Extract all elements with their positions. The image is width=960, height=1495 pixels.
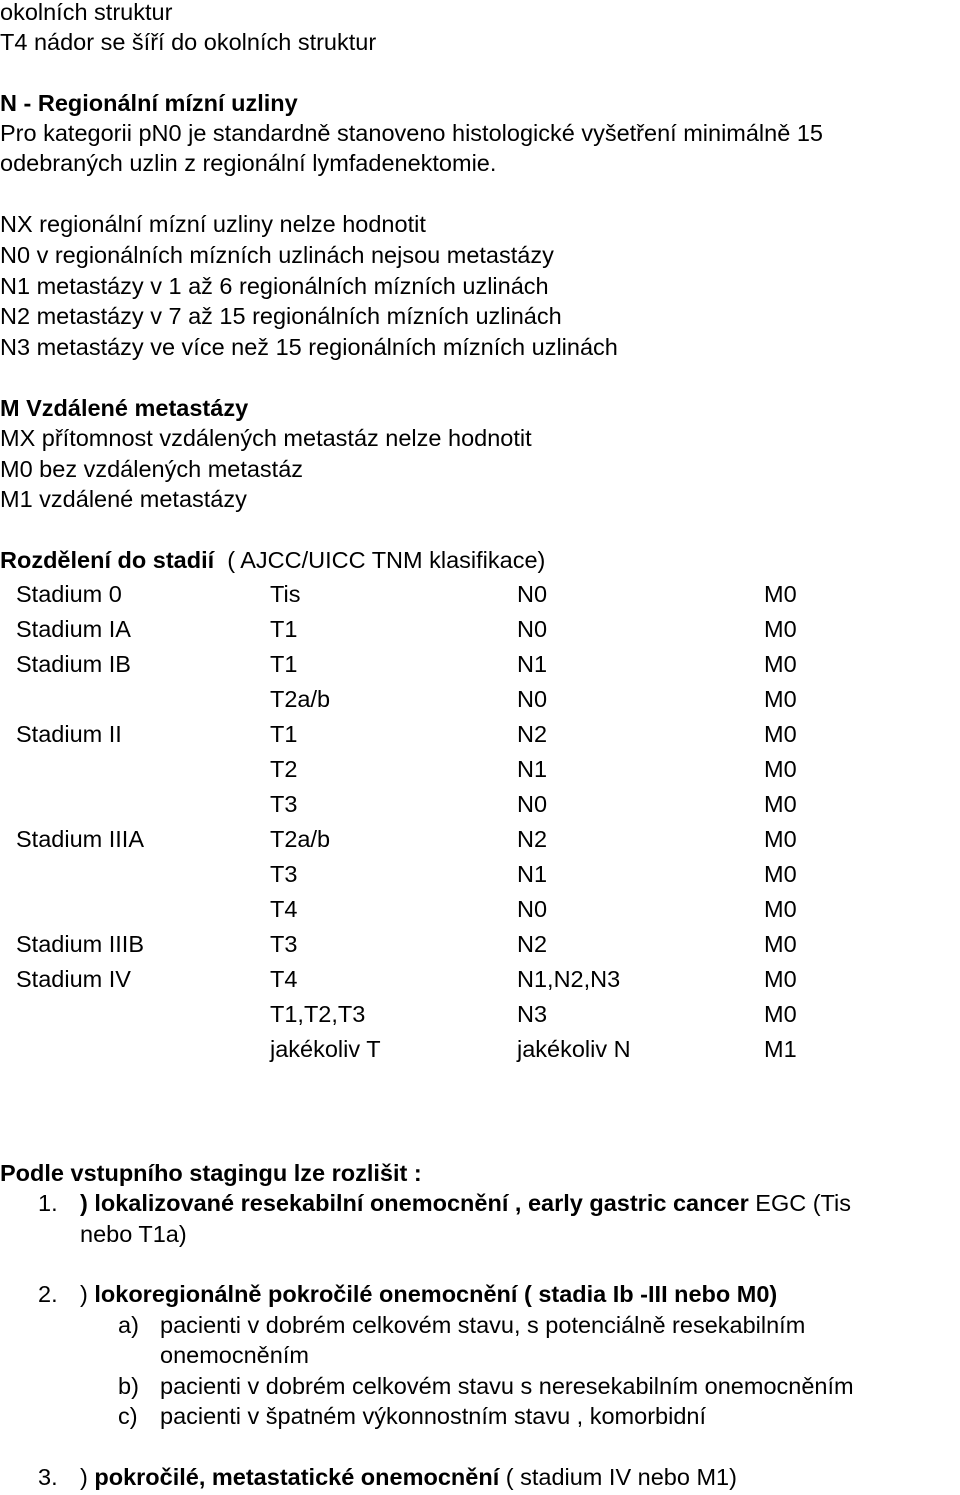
m-cell: M0	[764, 616, 797, 642]
t-cell: T4	[270, 896, 298, 922]
m-item: M0 bez vzdálených metastáz	[0, 456, 304, 482]
staging-item-2	[80, 1279, 777, 1309]
sub-item-text: pacienti v dobrém celkovém stavu s neresekabilním onemocněním	[160, 1373, 854, 1399]
n-item: N1 metastázy v 1 až 6 regionálních mízních uzlinách	[0, 273, 549, 299]
staging-item-3-number: 3.	[38, 1464, 58, 1490]
m-item: M1 vzdálené metastázy	[0, 486, 247, 512]
m-cell: M0	[764, 1001, 797, 1027]
sub-item-label: c)	[118, 1403, 138, 1429]
m-cell: M0	[764, 686, 797, 712]
n-section-heading: N - Regionální mízní uzliny	[0, 90, 298, 116]
intro-line-1: okolních struktur	[0, 0, 173, 25]
t-cell: T2a/b	[270, 686, 331, 712]
n-cell: N1	[517, 651, 548, 677]
t-cell: T4	[270, 966, 298, 992]
staging-item-3-paren: )	[80, 1464, 95, 1490]
intro-line-2: T4 nádor se šíří do okolních struktur	[0, 29, 377, 55]
stage-cell: Stadium 0	[16, 581, 122, 607]
n-cell: N0	[517, 791, 548, 817]
stage-cell: Stadium IIIB	[16, 931, 144, 957]
t-cell: jakékoliv T	[270, 1036, 381, 1062]
sub-item-label: a)	[118, 1312, 139, 1338]
t-cell: T2	[270, 756, 298, 782]
n-cell: N2	[517, 931, 548, 957]
staging-item-1-number: 1.	[38, 1190, 58, 1216]
staging-item-3	[80, 1462, 737, 1492]
t-cell: T1,T2,T3	[270, 1001, 366, 1027]
m-cell: M0	[764, 791, 797, 817]
staging-heading: Podle vstupního stagingu lze rozlišit :	[0, 1160, 422, 1186]
sub-item-text: pacienti v dobrém celkovém stavu, s potenciálně resekabilním	[160, 1312, 806, 1338]
n-cell: N2	[517, 721, 548, 747]
n-item: N3 metastázy ve více než 15 regionálních mízních uzlinách	[0, 334, 618, 360]
n-item: N2 metastázy v 7 až 15 regionálních mízních uzlinách	[0, 303, 562, 329]
n-section-desc-1: Pro kategorii pN0 je standardně stanoveno histologické vyšetření minimálně 15	[0, 120, 823, 146]
staging-item-2-bold: lokoregionálně pokročilé onemocnění ( stadia Ib -III nebo M0)	[94, 1281, 778, 1307]
n-section-desc-2: odebraných uzlin z regionální lymfadenektomie.	[0, 150, 497, 176]
stages-heading-bold: Rozdělení do stadií	[0, 547, 215, 573]
t-cell: T3	[270, 931, 298, 957]
stages-heading-rest: ( AJCC/UICC TNM klasifikace)	[227, 547, 546, 573]
staging-item-2-paren: )	[80, 1281, 95, 1307]
n-cell: N0	[517, 616, 548, 642]
staging-item-2-number: 2.	[38, 1281, 58, 1307]
staging-item-1-bold: ) lokalizované resekabilní onemocnění , early gastric cancer	[80, 1190, 749, 1216]
stage-cell: Stadium II	[16, 721, 122, 747]
n-item: NX regionální mízní uzliny nelze hodnotit	[0, 211, 426, 237]
staging-item-1-rest: EGC (Tis	[748, 1190, 851, 1216]
sub-item-text: pacienti v špatném výkonnostním stavu , komorbidní	[160, 1403, 706, 1429]
staging-item-3-rest: ( stadium IV nebo M1)	[499, 1464, 737, 1490]
staging-item-1	[80, 1188, 851, 1218]
stage-cell: Stadium IA	[16, 616, 131, 642]
stage-cell: Stadium IV	[16, 966, 131, 992]
m-cell: M0	[764, 581, 797, 607]
staging-item-3-bold: pokročilé, metastatické onemocnění	[94, 1464, 500, 1490]
m-cell: M0	[764, 931, 797, 957]
n-cell: N1	[517, 756, 548, 782]
t-cell: T2a/b	[270, 826, 331, 852]
stages-heading	[0, 545, 545, 575]
m-item: MX přítomnost vzdálených metastáz nelze hodnotit	[0, 425, 532, 451]
m-cell: M0	[764, 896, 797, 922]
n-cell: N0	[517, 581, 548, 607]
n-cell: N0	[517, 896, 548, 922]
m-cell: M0	[764, 826, 797, 852]
m-cell: M1	[764, 1036, 797, 1062]
m-cell: M0	[764, 861, 797, 887]
t-cell: T3	[270, 861, 298, 887]
n-cell: N3	[517, 1001, 548, 1027]
m-section-heading: M Vzdálené metastázy	[0, 395, 249, 421]
m-cell: M0	[764, 651, 797, 677]
m-cell: M0	[764, 721, 797, 747]
n-cell: N1,N2,N3	[517, 966, 621, 992]
n-cell: N2	[517, 826, 548, 852]
n-cell: N0	[517, 686, 548, 712]
n-cell: N1	[517, 861, 548, 887]
n-cell: jakékoliv N	[517, 1036, 631, 1062]
t-cell: T1	[270, 721, 298, 747]
t-cell: T3	[270, 791, 298, 817]
m-cell: M0	[764, 966, 797, 992]
stage-cell: Stadium IIIA	[16, 826, 144, 852]
t-cell: T1	[270, 616, 298, 642]
t-cell: T1	[270, 651, 298, 677]
t-cell: Tis	[270, 581, 301, 607]
sub-item-label: b)	[118, 1373, 139, 1399]
n-item: N0 v regionálních mízních uzlinách nejsou metastázy	[0, 242, 554, 268]
m-cell: M0	[764, 756, 797, 782]
sub-item-text: onemocněním	[160, 1342, 309, 1368]
staging-item-1-cont: nebo T1a)	[80, 1221, 187, 1247]
stage-cell: Stadium IB	[16, 651, 131, 677]
